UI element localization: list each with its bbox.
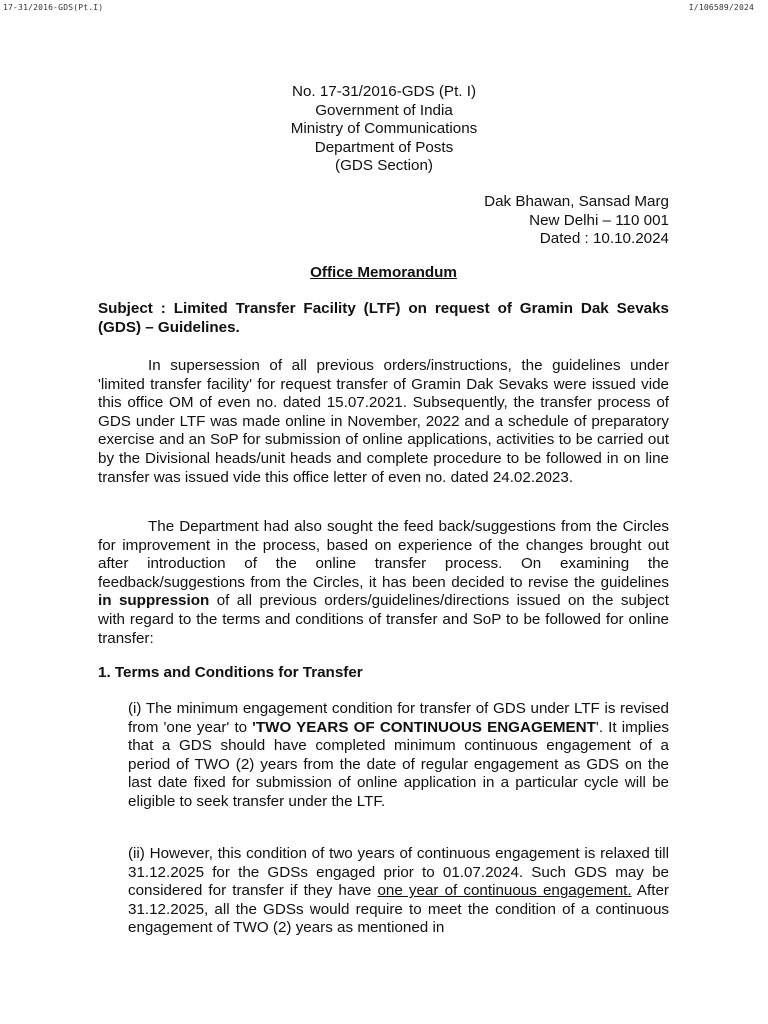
file-number: No. 17-31/2016-GDS (Pt. I) xyxy=(291,83,476,100)
file-reference-stamp: 17-31/2016-GDS(Pt.I) xyxy=(3,3,104,12)
section-name: (GDS Section) xyxy=(335,157,433,175)
section-1-heading: 1. Terms and Conditions for Transfer xyxy=(98,664,363,681)
date-line: Dated : 10.10.2024 xyxy=(539,230,669,248)
address-line-2: New Delhi – 110 001 xyxy=(529,211,669,229)
item-2-text-b: After 31.12.2025, all the GDSs would require to meet the condition of a continuous engagement of TWO (2) years as mentioned in xyxy=(128,882,669,937)
subject-line: Subject : Limited Transfer Facility (LTF) on request of Gramin Dak Sevaks (GDS) – Guidelines. xyxy=(98,300,669,336)
condition-item-1 xyxy=(128,700,669,812)
paragraph-2-text-b: of all previous orders/guidelines/directions issued on the subject with regard to the terms and conditions of transfer and SoP to be followed for online transfer: xyxy=(98,592,669,647)
letterhead xyxy=(198,83,570,176)
item-2-underlined: one year of continuous engagement. xyxy=(377,882,632,900)
address-line-1: Dak Bhawan, Sansad Marg xyxy=(484,193,669,210)
document-id-stamp: I/106589/2024 xyxy=(688,3,754,12)
item-1-text-a: (i) The minimum engagement condition for transfer of GDS under LTF is revised from 'one year' to xyxy=(128,700,669,736)
condition-item-2 xyxy=(128,845,669,938)
department-name: Department of Posts xyxy=(314,138,454,156)
paragraph-1 xyxy=(98,357,669,487)
ministry-name: Ministry of Communications xyxy=(290,120,478,138)
address-block xyxy=(484,193,669,249)
item-1-bold: 'TWO YEARS OF CONTINUOUS ENGAGEMENT xyxy=(252,718,596,736)
item-2-text-a: (ii) However, this condition of two years of continuous engagement is relaxed till 31.12.2025 for the GDSs engaged prior to 01.07.2024. Such GDS may be considered for transfer if they have xyxy=(128,845,669,900)
paragraph-2 xyxy=(98,518,669,648)
paragraph-2-bold: in suppression xyxy=(98,592,210,610)
memo-title: Office Memorandum xyxy=(310,264,457,281)
paragraph-1-text: In supersession of all previous orders/instructions, the guidelines under 'limited transfer facility' for request transfer of Gramin Dak Sevaks were issued vide this office OM of even no. dated 15.07.2021. Subsequently, the transfer process of GDS under LTF was made online in November, 2022 and a schedule of preparatory exercise and an SoP for submission of online applications, activities to be carried out by the Divisional heads/unit heads and complete procedure to be followed in on line transfer was issued vide this office letter of even no. dated 24.02.2023. xyxy=(98,357,669,486)
government-name: Government of India xyxy=(315,101,453,119)
paragraph-2-text-a: The Department had also sought the feed back/suggestions from the Circles for improvement in the process, based on experience of the changes brought out after introduction of the online transfer process. On examining the feedback/suggestions from the Circles, it has been decided to revise the guidelines xyxy=(98,518,669,591)
item-1-text-b: '. It implies that a GDS should have completed minimum continuous engagement of a period of TWO (2) years from the date of regular engagement as GDS on the last date fixed for submission of online application in a particular cycle will be eligible to seek transfer under the LTF. xyxy=(128,718,670,810)
